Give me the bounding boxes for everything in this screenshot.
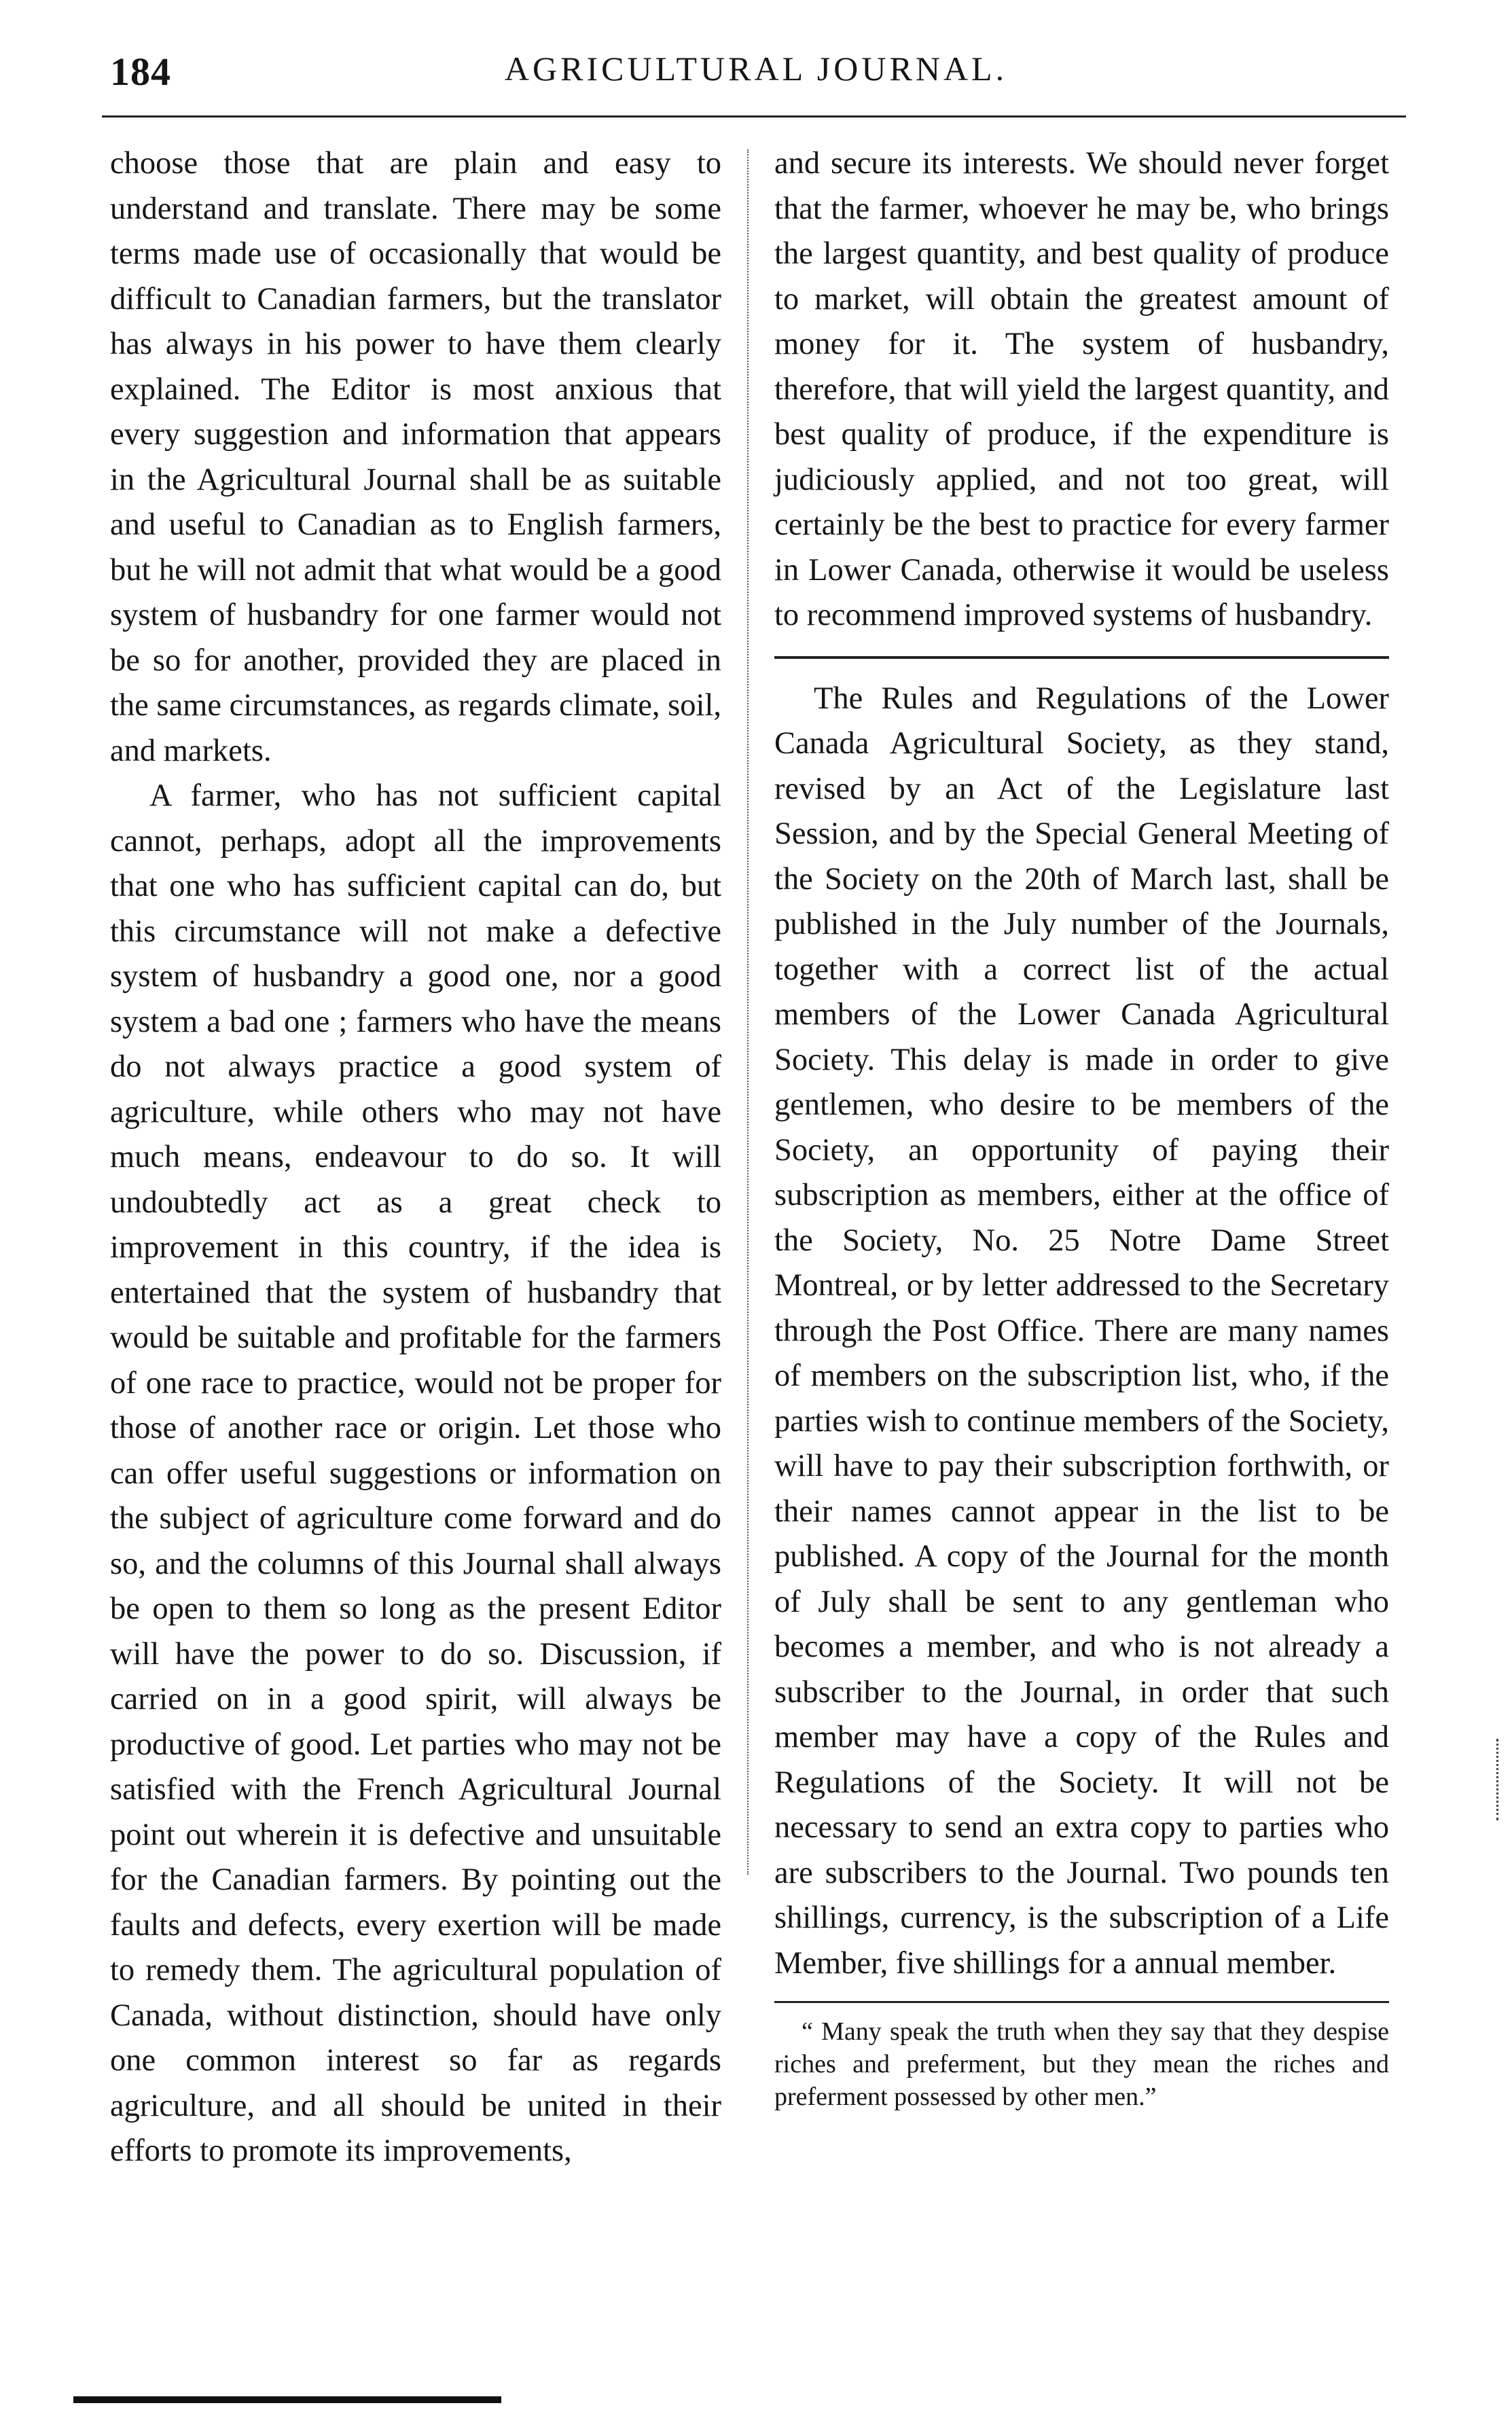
page-header <box>0 49 1512 110</box>
page-number: 184 <box>110 50 171 94</box>
page-edge-marks <box>1496 1739 1498 1820</box>
rules-notice-paragraph: The Rules and Regulations of the Lower Canada Agricultural Society, as they stand, revised by an Act of the Legislature last Session, and by the Special General Meeting of the Society on the 20th of March last, shall be published in the July number of the Journals, together with a correct list of the actual members of the Lower Canada Agricultural Society. This delay is made in order to give gentlemen, who desire to be members of the Society, an opportunity of paying their subscription as members, either at the office of the Society, No. 25 Notre Dame Street Montreal, or by letter addressed to the Secretary through the Post Office. There are many names of members on the subscription list, who, if the parties wish to continue members of the Society, will have to pay their subscription forthwith, or their names cannot appear in the list to be published. A copy of the Journal for the month of July shall be sent to any gentleman who becomes a member, and who is not already a subscriber to the Journal, in order that such member may have a copy of the Rules and Regulations of the Society. It will not be necessary to send an extra copy to parties who are subscribers to the Journal. Two pounds ten shillings, currency, is the subscription of a Life Member, five shillings for a annual member. <box>774 681 1389 1981</box>
left-paragraph-2: A farmer, who has not sufficient capital cannot, perhaps, adopt all the improvements that one who has sufficient capital can do, but this circumstance will not make a defective system of husbandry a good one, nor a good system a bad one ; farmers who have the means do not always practice a good system of agriculture, while others who may not have much means, endeavour to do so. It will undoubtedly act as a great check to improvement in this country, if the idea is entertained that the system of husbandry that would be suitable and profitable for the farmers of one race to practice, would not be proper for those of another race or origin. Let those who can offer useful suggestions or information on the subject of agriculture come forward and do so, and the columns of this Journal shall always be open to them so long as the present Editor will have the power to do so. Discussion, if carried on in a good spirit, will always be productive of good. Let parties who may not be satisfied with the French Agricultural Journal point out wherein it is defective and unsuitable for the Canadian farmers. By pointing out the faults and defects, every exertion will be made to remedy them. The agricultural population of Canada, without distinction, should have only one common interest so far as regards agriculture, and all should be united in their efforts to promote its improvements, <box>110 778 721 2168</box>
column-divider <box>747 149 749 1875</box>
right-column <box>774 141 1389 2113</box>
left-paragraph-1: choose those that are plain and easy to understand and translate. There may be some terms made use of occasionally that would be difficult to Canadian farmers, but the translator has always in his power to have them clearly explained. The Editor is most anxious that every suggestion and information that appears in the Agricultural Journal shall be as suitable and useful to Canadian as to English farmers, but he will not admit that what would be a good system of husbandry for one farmer would not be so for another, provided they are placed in the same circumstances, as regards climate, soil, and markets. <box>110 146 721 768</box>
section-rule <box>774 656 1389 659</box>
running-title: AGRICULTURAL JOURNAL. <box>504 50 1008 88</box>
quote-rule <box>774 2001 1389 2003</box>
header-rule <box>102 115 1406 118</box>
right-paragraph-1: and secure its interests. We should never forget that the farmer, whoever he may be, who brings the largest quantity, and best quality of produce to market, will obtain the greatest amount of money for it. The system of husbandry, therefore, that will yield the largest quantity, and best quality of produce, if the expenditure is judiciously applied, and not too great, will certainly be the best to practice for every farmer in Lower Canada, otherwise it would be useless to recommend improved systems of husbandry. <box>774 146 1389 632</box>
left-column <box>110 141 721 2174</box>
closing-quote: “ Many speak the truth when they say that they despise riches and preferment, but they mean the riches and preferment possessed by other men.” <box>774 2017 1389 2111</box>
footer-rule <box>73 2396 501 2403</box>
